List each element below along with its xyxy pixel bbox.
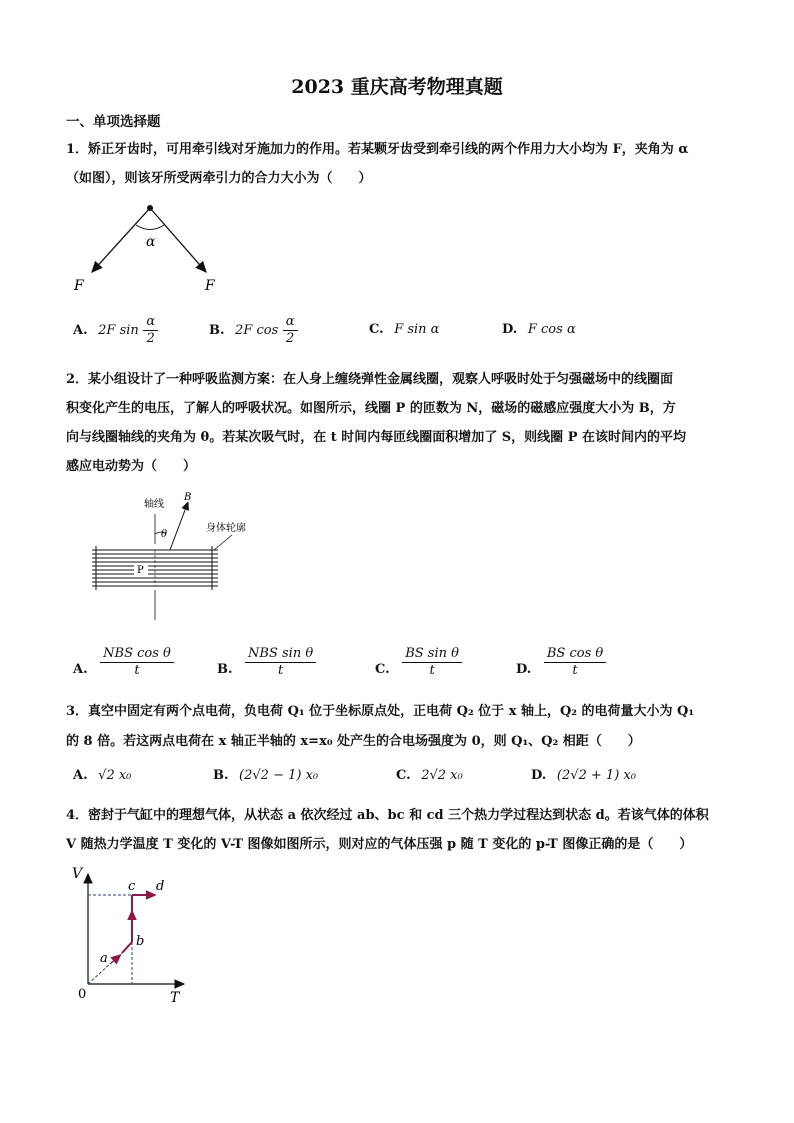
q3-option-a[interactable]: A. √2 x₀ bbox=[73, 768, 132, 783]
q2-line4: 感应电动势为（ ） bbox=[66, 459, 197, 474]
q2-line1: 2．某小组设计了一种呼吸监测方案：在人身上缠绕弹性金属线圈，观察人呼吸时处于匀强磁场中的线圈面 bbox=[66, 372, 674, 387]
q4-line1: 4．密封于气缸中的理想气体，从状态 a 依次经过 ab、bc 和 cd 三个热力学过程达到状态 d。若该气体的体积 bbox=[66, 808, 709, 823]
q4-t-label: T bbox=[170, 990, 180, 1006]
q3-option-d[interactable]: D. (2√2 + 1) x₀ bbox=[531, 768, 636, 783]
q1-left-force-label: F bbox=[74, 278, 84, 294]
q2-line3: 向与线圈轴线的夹角为 θ。若某次吸气时，在 t 时间内每匝线圈面积增加了 S，则线圈 P 在该时间内的平均 bbox=[66, 430, 686, 445]
q1-right-force-label: F bbox=[205, 278, 215, 294]
q1-option-c[interactable]: C. F sin α bbox=[369, 322, 440, 337]
q4-line2: V 随热力学温度 T 变化的 V-T 图像如图所示，则对应的气体压强 p 随 T 变化的 p-T 图像正确的是（ ） bbox=[66, 837, 693, 852]
q2-line2: 积变化产生的电压，了解人的呼吸状况。如图所示，线圈 P 的匝数为 N，磁场的磁感应强度大小为 B，方 bbox=[66, 401, 676, 416]
q3-option-b[interactable]: B. (2√2 − 1) x₀ bbox=[213, 768, 319, 783]
q1-option-a[interactable]: A. 2F sin $\frac{\alpha}{2}$ bbox=[73, 314, 158, 347]
q2-option-b[interactable]: B. $\frac{\text{NBS sin θ}}{t}$ bbox=[217, 646, 316, 679]
q2-body-label: 身体轮廓 bbox=[206, 523, 246, 534]
q4-vt-graph bbox=[66, 862, 196, 1012]
page-title: 2023 重庆高考物理真题 bbox=[291, 76, 503, 98]
q1-line2: （如图），则该牙所受两牵引力的合力大小为（ ） bbox=[66, 171, 372, 186]
q1-option-b[interactable]: B. 2F cos $\frac{\alpha}{2}$ bbox=[209, 314, 298, 347]
q2-axis-label: 轴线 bbox=[144, 499, 164, 510]
q4-state-c: c bbox=[128, 879, 136, 894]
q1-force-figure bbox=[66, 198, 236, 298]
q4-segment-ab bbox=[122, 942, 132, 953]
q2-p-label: P bbox=[137, 565, 144, 576]
q2-option-c[interactable]: C. $\frac{\text{BS sin θ}}{t}$ bbox=[375, 646, 462, 679]
q4-state-a: a bbox=[100, 951, 108, 966]
q3-option-c[interactable]: C. 2√2 x₀ bbox=[396, 768, 463, 783]
q1-line1: 1．矫正牙齿时，可用牵引线对牙施加力的作用。若某颗牙齿受到牵引线的两个作用力大小均为 F，夹角为 α bbox=[66, 142, 689, 157]
q4-state-d: d bbox=[156, 879, 165, 894]
section-heading: 一、单项选择题 bbox=[66, 114, 161, 130]
q4-state-b: b bbox=[136, 934, 145, 949]
q2-option-a[interactable]: A. $\frac{\text{NBS cos θ}}{t}$ bbox=[73, 646, 174, 679]
q2-option-d[interactable]: D. $\frac{\text{BS cos θ}}{t}$ bbox=[516, 646, 606, 679]
q2-coil-figure bbox=[88, 490, 278, 630]
q2-b-label: B bbox=[184, 492, 192, 503]
q4-v-label: V bbox=[72, 866, 83, 882]
q4-origin-label: 0 bbox=[78, 987, 87, 1002]
q1-option-d[interactable]: D. F cos α bbox=[502, 322, 576, 337]
q2-theta-label: θ bbox=[161, 529, 168, 540]
q3-line2: 的 8 倍。若这两点电荷在 x 轴正半轴的 x=x₀ 处产生的合电场强度为 0，则 Q₁、Q₂ 相距（ ） bbox=[66, 734, 641, 749]
q3-line1: 3．真空中固定有两个点电荷，负电荷 Q₁ 位于坐标原点处，正电荷 Q₂ 位于 x 轴上，Q₂ 的电荷量大小为 Q₁ bbox=[66, 704, 695, 719]
q1-alpha-label: α bbox=[146, 234, 156, 250]
